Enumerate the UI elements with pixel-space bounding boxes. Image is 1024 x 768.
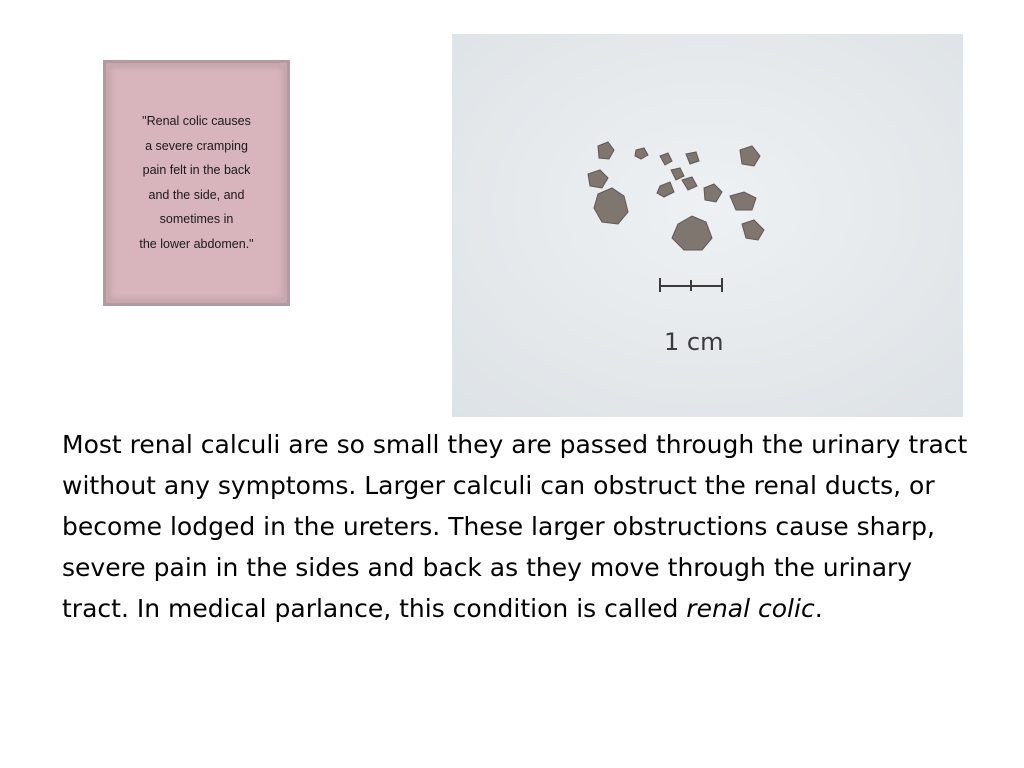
quote-card xyxy=(103,60,290,306)
kidney-stones-photo xyxy=(452,34,963,417)
body-end-punct: . xyxy=(814,594,823,623)
body-text-main: Most renal calculi are so small they are passed through the urinary tract without any symptoms. Larger calculi can obstruct the renal ducts, or become lodged in the ureters. These larger obstructions cause sharp, severe pain in the sides and back as they move through the urinary tract. In medical parlance, this condition is called xyxy=(62,430,968,623)
quote-line: a severe cramping xyxy=(145,138,248,153)
scale-label: 1 cm xyxy=(664,328,724,356)
quote-text xyxy=(106,109,287,256)
quote-line: "Renal colic causes xyxy=(142,114,251,128)
quote-line: the lower abdomen." xyxy=(139,236,254,251)
renal-colic-term: renal colic xyxy=(686,594,815,623)
body-paragraph xyxy=(62,424,982,629)
quote-line: sometimes in xyxy=(159,212,234,226)
quote-line: pain felt in the back xyxy=(142,163,251,177)
quote-line: and the side, and xyxy=(148,187,245,202)
